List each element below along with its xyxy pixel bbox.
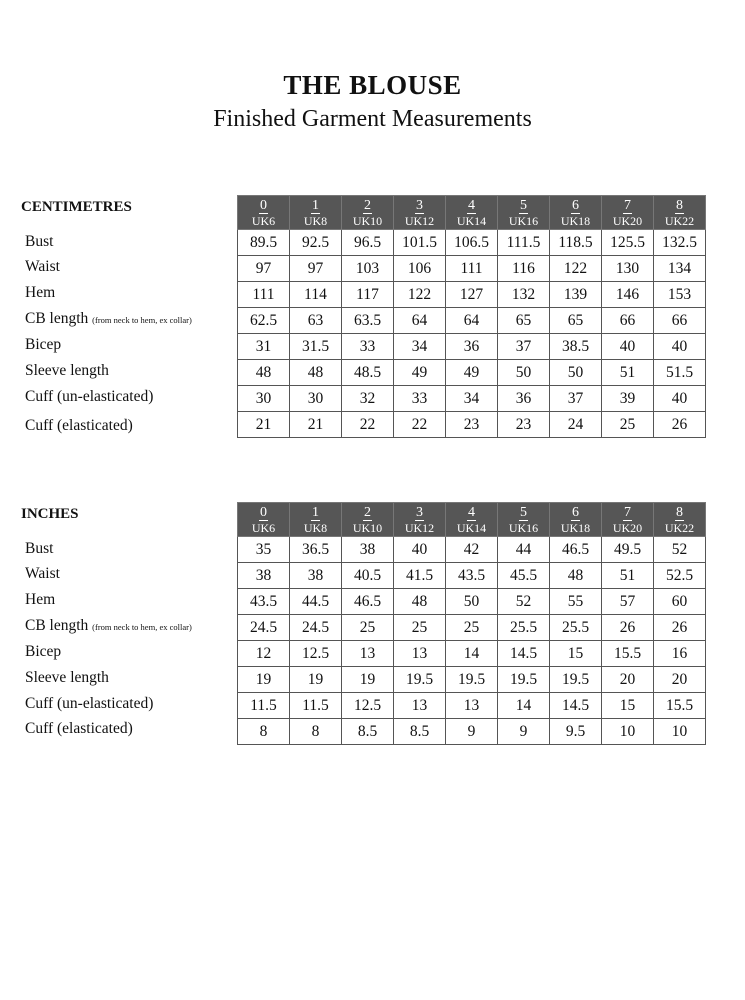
size-header-cell xyxy=(498,503,550,537)
size-header-cell xyxy=(602,503,654,537)
size-uk-label: UK18 xyxy=(560,520,591,535)
centimetres-section xyxy=(0,195,745,440)
measurement-cell: 122 xyxy=(550,256,602,282)
measurement-cell: 24.5 xyxy=(290,615,342,641)
measurement-cell: 9 xyxy=(446,719,498,745)
measurement-cell: 22 xyxy=(394,412,446,438)
table-row xyxy=(238,641,706,667)
table-row xyxy=(238,563,706,589)
row-label xyxy=(25,643,61,661)
size-uk-label: UK22 xyxy=(664,213,695,228)
row-label xyxy=(25,336,61,354)
size-number: 7 xyxy=(624,197,631,213)
table-row xyxy=(238,386,706,412)
size-uk-label: UK16 xyxy=(508,213,539,228)
row-label-text: Waist xyxy=(25,565,60,582)
measurement-cell: 62.5 xyxy=(238,308,290,334)
measurement-cell: 52 xyxy=(654,537,706,563)
measurement-cell: 48.5 xyxy=(342,360,394,386)
measurement-cell: 19.5 xyxy=(394,667,446,693)
size-header-row xyxy=(238,503,706,537)
row-label xyxy=(25,565,60,583)
measurement-cell: 92.5 xyxy=(290,230,342,256)
measurement-cell: 14.5 xyxy=(498,641,550,667)
table-row xyxy=(238,693,706,719)
row-label-text: Cuff (un-elasticated) xyxy=(25,695,154,712)
page-title: THE BLOUSE xyxy=(283,70,462,100)
measurement-cell: 103 xyxy=(342,256,394,282)
measurement-cell: 30 xyxy=(290,386,342,412)
measurement-cell: 20 xyxy=(654,667,706,693)
measurement-cell: 20 xyxy=(602,667,654,693)
measurement-cell: 49.5 xyxy=(602,537,654,563)
size-uk-label: UK10 xyxy=(352,213,383,228)
size-header-cell xyxy=(446,503,498,537)
measurement-cell: 26 xyxy=(654,412,706,438)
measurement-cell: 14.5 xyxy=(550,693,602,719)
size-header-cell xyxy=(238,196,290,230)
measurement-cell: 11.5 xyxy=(238,693,290,719)
table-row xyxy=(238,360,706,386)
measurement-cell: 19.5 xyxy=(550,667,602,693)
measurement-cell: 66 xyxy=(654,308,706,334)
measurement-cell: 10 xyxy=(602,719,654,745)
size-header-cell xyxy=(342,196,394,230)
measurement-cell: 97 xyxy=(290,256,342,282)
measurement-cell: 38 xyxy=(238,563,290,589)
measurement-cell: 31.5 xyxy=(290,334,342,360)
measurement-cell: 8 xyxy=(238,719,290,745)
measurement-cell: 10 xyxy=(654,719,706,745)
row-label-text: Bust xyxy=(25,540,54,557)
size-header-cell xyxy=(342,503,394,537)
measurement-cell: 40 xyxy=(654,334,706,360)
measurement-cell: 111.5 xyxy=(498,230,550,256)
measurement-cell: 13 xyxy=(446,693,498,719)
measurement-cell: 122 xyxy=(394,282,446,308)
measurement-cell: 118.5 xyxy=(550,230,602,256)
measurement-cell: 101.5 xyxy=(394,230,446,256)
measurement-cell: 25.5 xyxy=(498,615,550,641)
measurement-cell: 111 xyxy=(238,282,290,308)
measurement-cell: 106 xyxy=(394,256,446,282)
size-uk-label: UK16 xyxy=(508,520,539,535)
measurement-cell: 46.5 xyxy=(342,589,394,615)
table-row xyxy=(238,256,706,282)
size-uk-label: UK8 xyxy=(303,520,328,535)
measurement-cell: 14 xyxy=(446,641,498,667)
measurement-cell: 139 xyxy=(550,282,602,308)
measurement-cell: 132 xyxy=(498,282,550,308)
measurement-cell: 19 xyxy=(290,667,342,693)
size-uk-label: UK12 xyxy=(404,213,435,228)
size-uk-label: UK6 xyxy=(251,213,276,228)
measurement-cell: 40 xyxy=(394,537,446,563)
measurement-cell: 33 xyxy=(394,386,446,412)
measurement-cell: 32 xyxy=(342,386,394,412)
measurement-cell: 13 xyxy=(342,641,394,667)
measurement-cell: 21 xyxy=(238,412,290,438)
size-header-cell xyxy=(446,196,498,230)
row-label-text: Bicep xyxy=(25,643,62,660)
measurement-table xyxy=(237,195,706,438)
measurement-cell: 96.5 xyxy=(342,230,394,256)
measurement-cell: 52.5 xyxy=(654,563,706,589)
size-header-cell xyxy=(550,503,602,537)
row-label-text: Hem xyxy=(25,591,56,608)
row-label-note: (from neck to hem, ex collar) xyxy=(92,315,192,325)
size-header-cell xyxy=(550,196,602,230)
table-row xyxy=(238,282,706,308)
size-number: 4 xyxy=(468,197,475,213)
measurement-cell: 134 xyxy=(654,256,706,282)
measurement-cell: 60 xyxy=(654,589,706,615)
measurement-cell: 57 xyxy=(602,589,654,615)
inches-section xyxy=(0,502,745,747)
size-number: 3 xyxy=(416,197,423,213)
size-header-row xyxy=(238,196,706,230)
measurement-cell: 36 xyxy=(498,386,550,412)
size-header-cell xyxy=(290,196,342,230)
size-header-cell xyxy=(654,196,706,230)
measurement-cell: 66 xyxy=(602,308,654,334)
table-row xyxy=(238,719,706,745)
measurement-cell: 12.5 xyxy=(342,693,394,719)
unit-heading: CENTIMETRES xyxy=(21,199,132,215)
measurement-cell: 11.5 xyxy=(290,693,342,719)
row-label-text: Cuff (un-elasticated) xyxy=(25,388,154,405)
measurement-cell: 49 xyxy=(394,360,446,386)
measurement-cell: 34 xyxy=(446,386,498,412)
measurement-cell: 40 xyxy=(654,386,706,412)
measurement-cell: 46.5 xyxy=(550,537,602,563)
measurement-cell: 12 xyxy=(238,641,290,667)
measurement-cell: 97 xyxy=(238,256,290,282)
measurement-cell: 25 xyxy=(342,615,394,641)
size-header-cell xyxy=(290,503,342,537)
measurement-cell: 48 xyxy=(550,563,602,589)
size-number: 0 xyxy=(260,504,267,520)
row-label-text: Cuff (elasticated) xyxy=(25,417,133,434)
measurement-cell: 42 xyxy=(446,537,498,563)
size-number: 3 xyxy=(416,504,423,520)
table-row xyxy=(238,589,706,615)
size-uk-label: UK6 xyxy=(251,520,276,535)
measurement-cell: 31 xyxy=(238,334,290,360)
size-uk-label: UK10 xyxy=(352,520,383,535)
size-uk-label: UK14 xyxy=(456,520,487,535)
size-number: 2 xyxy=(364,504,371,520)
row-label-note: (from neck to hem, ex collar) xyxy=(92,622,192,632)
measurement-cell: 39 xyxy=(602,386,654,412)
row-label-text: Cuff (elasticated) xyxy=(25,720,133,737)
measurement-cell: 13 xyxy=(394,693,446,719)
measurement-cell: 26 xyxy=(602,615,654,641)
size-header-cell xyxy=(602,196,654,230)
measurement-cell: 36 xyxy=(446,334,498,360)
row-label-text: Waist xyxy=(25,258,60,275)
size-number: 0 xyxy=(260,197,267,213)
measurement-cell: 40 xyxy=(602,334,654,360)
table-row xyxy=(238,615,706,641)
unit-heading: INCHES xyxy=(21,506,79,522)
size-number: 7 xyxy=(624,504,631,520)
row-label xyxy=(25,258,60,276)
measurement-cell: 106.5 xyxy=(446,230,498,256)
size-number: 1 xyxy=(312,504,319,520)
size-uk-label: UK8 xyxy=(303,213,328,228)
measurement-cell: 48 xyxy=(238,360,290,386)
measurement-cell: 23 xyxy=(498,412,550,438)
size-number: 5 xyxy=(520,504,527,520)
measurement-cell: 14 xyxy=(498,693,550,719)
measurement-cell: 26 xyxy=(654,615,706,641)
measurement-cell: 23 xyxy=(446,412,498,438)
measurement-cell: 25 xyxy=(602,412,654,438)
table-row xyxy=(238,308,706,334)
measurement-cell: 12.5 xyxy=(290,641,342,667)
size-uk-label: UK18 xyxy=(560,213,591,228)
size-header-cell xyxy=(238,503,290,537)
table-row xyxy=(238,412,706,438)
row-label xyxy=(25,669,109,687)
measurement-cell: 15.5 xyxy=(654,693,706,719)
row-label xyxy=(25,591,55,609)
measurement-cell: 50 xyxy=(446,589,498,615)
size-number: 6 xyxy=(572,504,579,520)
measurement-cell: 19 xyxy=(342,667,394,693)
measurement-cell: 41.5 xyxy=(394,563,446,589)
row-label-text: Bicep xyxy=(25,336,62,353)
measurement-cell: 34 xyxy=(394,334,446,360)
measurement-cell: 65 xyxy=(550,308,602,334)
measurement-cell: 19.5 xyxy=(498,667,550,693)
row-label xyxy=(25,417,133,435)
measurement-cell: 38 xyxy=(342,537,394,563)
row-label xyxy=(25,388,153,406)
row-label xyxy=(25,310,192,328)
size-uk-label: UK12 xyxy=(404,520,435,535)
measurement-cell: 15 xyxy=(550,641,602,667)
size-uk-label: UK14 xyxy=(456,213,487,228)
row-label-text: CB length xyxy=(25,310,89,327)
size-number: 8 xyxy=(676,504,683,520)
measurement-cell: 15.5 xyxy=(602,641,654,667)
table-row xyxy=(238,230,706,256)
size-number: 4 xyxy=(468,504,475,520)
measurement-cell: 38.5 xyxy=(550,334,602,360)
measurement-cell: 43.5 xyxy=(446,563,498,589)
measurement-cell: 89.5 xyxy=(238,230,290,256)
measurement-cell: 36.5 xyxy=(290,537,342,563)
measurement-cell: 25 xyxy=(446,615,498,641)
measurement-cell: 9 xyxy=(498,719,550,745)
measurement-cell: 64 xyxy=(394,308,446,334)
measurement-cell: 9.5 xyxy=(550,719,602,745)
measurement-cell: 25.5 xyxy=(550,615,602,641)
measurement-cell: 125.5 xyxy=(602,230,654,256)
size-uk-label: UK20 xyxy=(612,520,643,535)
measurement-cell: 45.5 xyxy=(498,563,550,589)
measurement-cell: 132.5 xyxy=(654,230,706,256)
size-header-cell xyxy=(498,196,550,230)
measurement-cell: 64 xyxy=(446,308,498,334)
measurement-cell: 55 xyxy=(550,589,602,615)
measurement-cell: 24 xyxy=(550,412,602,438)
measurement-cell: 127 xyxy=(446,282,498,308)
size-header-cell xyxy=(654,503,706,537)
measurement-cell: 38 xyxy=(290,563,342,589)
measurement-table xyxy=(237,502,706,745)
measurement-cell: 22 xyxy=(342,412,394,438)
table-row xyxy=(238,334,706,360)
row-label xyxy=(25,233,53,251)
measurement-cell: 48 xyxy=(290,360,342,386)
size-uk-label: UK22 xyxy=(664,520,695,535)
row-label-text: Sleeve length xyxy=(25,669,109,686)
measurement-cell: 48 xyxy=(394,589,446,615)
row-label xyxy=(25,617,192,635)
measurement-cell: 8.5 xyxy=(342,719,394,745)
size-number: 5 xyxy=(520,197,527,213)
measurement-cell: 33 xyxy=(342,334,394,360)
measurement-cell: 146 xyxy=(602,282,654,308)
row-label xyxy=(25,540,53,558)
measurement-cell: 49 xyxy=(446,360,498,386)
row-label xyxy=(25,362,109,380)
size-uk-label: UK20 xyxy=(612,213,643,228)
measurement-cell: 30 xyxy=(238,386,290,412)
measurement-cell: 19 xyxy=(238,667,290,693)
measurement-cell: 24.5 xyxy=(238,615,290,641)
measurement-cell: 16 xyxy=(654,641,706,667)
measurement-cell: 117 xyxy=(342,282,394,308)
measurement-cell: 51 xyxy=(602,360,654,386)
measurement-cell: 50 xyxy=(498,360,550,386)
table-row xyxy=(238,667,706,693)
row-label-text: Hem xyxy=(25,284,56,301)
measurement-cell: 44 xyxy=(498,537,550,563)
row-label-text: Bust xyxy=(25,233,54,250)
measurement-cell: 51 xyxy=(602,563,654,589)
measurement-cell: 8.5 xyxy=(394,719,446,745)
page-subtitle: Finished Garment Measurements xyxy=(213,106,532,132)
measurement-cell: 50 xyxy=(550,360,602,386)
measurement-cell: 63.5 xyxy=(342,308,394,334)
measurement-cell: 25 xyxy=(394,615,446,641)
measurement-cell: 153 xyxy=(654,282,706,308)
measurement-cell: 21 xyxy=(290,412,342,438)
size-number: 6 xyxy=(572,197,579,213)
table-row xyxy=(238,537,706,563)
measurement-cell: 15 xyxy=(602,693,654,719)
measurement-cell: 65 xyxy=(498,308,550,334)
measurement-cell: 52 xyxy=(498,589,550,615)
measurement-cell: 19.5 xyxy=(446,667,498,693)
measurement-cell: 37 xyxy=(550,386,602,412)
size-number: 8 xyxy=(676,197,683,213)
measurement-cell: 35 xyxy=(238,537,290,563)
row-label xyxy=(25,695,153,713)
row-label xyxy=(25,720,133,738)
size-header-cell xyxy=(394,503,446,537)
size-number: 2 xyxy=(364,197,371,213)
measurement-cell: 130 xyxy=(602,256,654,282)
measurement-cell: 114 xyxy=(290,282,342,308)
measurement-cell: 43.5 xyxy=(238,589,290,615)
measurement-cell: 40.5 xyxy=(342,563,394,589)
row-label-text: Sleeve length xyxy=(25,362,109,379)
size-header-cell xyxy=(394,196,446,230)
measurement-cell: 111 xyxy=(446,256,498,282)
measurement-cell: 51.5 xyxy=(654,360,706,386)
measurement-cell: 13 xyxy=(394,641,446,667)
measurement-cell: 44.5 xyxy=(290,589,342,615)
measurement-cell: 37 xyxy=(498,334,550,360)
measurement-cell: 63 xyxy=(290,308,342,334)
size-number: 1 xyxy=(312,197,319,213)
row-label xyxy=(25,284,55,302)
measurement-cell: 8 xyxy=(290,719,342,745)
measurement-cell: 116 xyxy=(498,256,550,282)
row-label-text: CB length xyxy=(25,617,89,634)
